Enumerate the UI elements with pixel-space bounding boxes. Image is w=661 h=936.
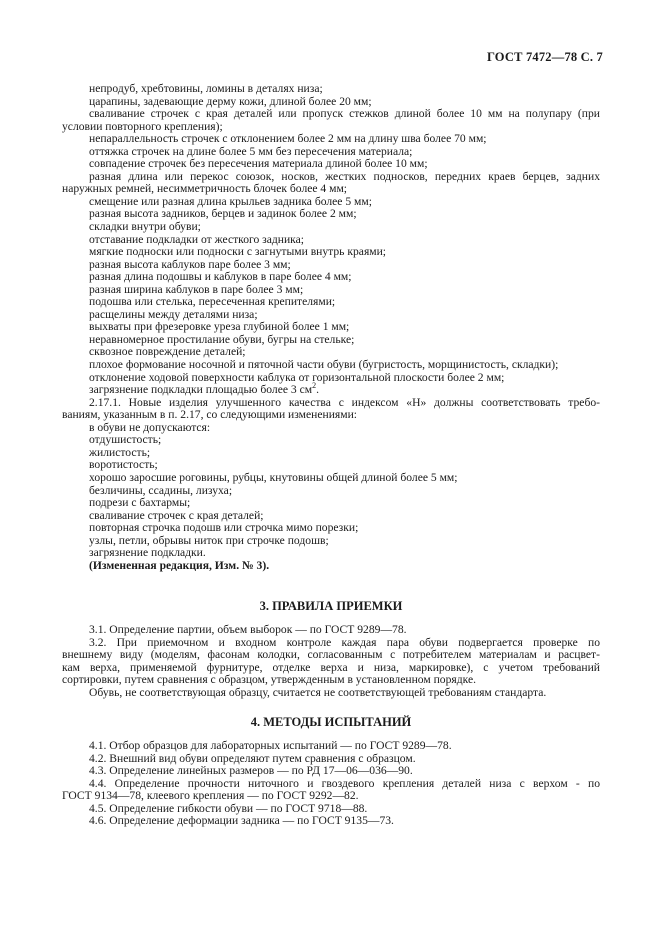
paragraph-3-1: 3.1. Определение партии, объем выборок — по ГОСТ 9289—78. <box>89 623 407 636</box>
list-item: сваливание строчек с края деталей или пропуск стежков длиной более 10 мм на полупару (при <box>89 107 600 121</box>
list-item: хорошо заросшие роговины, рубцы, кнутовины общей длиной более 5 мм; <box>89 470 458 484</box>
list-item: плохое формование носочной и пяточной части обуви (бугристость, морщинистость, складки); <box>89 358 559 372</box>
list-item: отклонение ходовой поверхности каблука от горизонтальной плоскости более 2 мм; <box>89 370 505 384</box>
list-item: непараллельность строчек с отклонением более 2 мм на длину шва более 70 мм; <box>89 132 487 146</box>
test-method-item: 4.1. Отбор образцов для лабораторных испытаний — по ГОСТ 9289—78. <box>89 739 452 752</box>
list-item: разная высота задников, берцев и задинок более 2 мм; <box>89 207 357 221</box>
list-item: отдушистость; <box>89 433 162 447</box>
list-item: непродуб, хребтовины, ломины в деталях низа; <box>89 82 323 95</box>
list-item: разная высота каблуков паре более 3 мм; <box>89 257 291 271</box>
list-item: разная длина подошвы и каблуков в паре более 4 мм; <box>89 270 352 284</box>
list-item: сваливание строчек с края деталей; <box>89 508 264 522</box>
paragraph-3-2-line: сортировки, путем сравнения с образцом, утвержденным в установленном порядке. <box>62 673 477 687</box>
list-item: царапины, задевающие дерму кожи, длиной более 20 мм; <box>89 94 372 108</box>
paragraph-3-3: Обувь, не соответствующая образцу, считается не соответствующей требованиям стандарта. <box>89 685 547 699</box>
page-header: ГОСТ 7472—78 С. 7 <box>486 50 603 64</box>
list-item: мягкие подноски или подноски с загнутыми внутрь краями; <box>89 245 387 259</box>
paragraph-3-2-line: 3.2. При приемочном и входном контроле каждая пара обуви подвергается проверке по <box>89 635 600 649</box>
section-4-heading: 4. МЕТОДЫ ИСПЫТАНИЙ <box>250 715 412 729</box>
list-item: сквозное повреждение деталей; <box>89 345 246 359</box>
paragraph-3-2-line: кам верха, применяемой фурнитуре, отделке верха и низа, маркировке), с учетом требований <box>62 660 600 674</box>
section-4-body <box>62 740 600 828</box>
list-item: разная ширина каблуков в паре более 3 мм; <box>89 282 304 296</box>
list-item: совпадение строчек без пересечения материала длиной более 10 мм; <box>89 157 428 171</box>
list-item: отставание подкладки от жесткого задника; <box>89 232 305 246</box>
defects-list <box>62 83 600 572</box>
test-method-item-4-4-line1: 4.4. Определение прочности ниточного и гвоздевого крепления деталей низа с верхом - по <box>89 776 600 790</box>
list-item: узлы, петли, обрывы ниток при строчке подошв; <box>89 533 329 547</box>
test-method-item: 4.5. Определение гибкости обуви — по ГОСТ 9718—88. <box>89 801 368 815</box>
test-method-item: 4.2. Внешний вид обуви определяют путем сравнения с образцом. <box>89 751 416 765</box>
lining-stain-end: . <box>316 383 319 397</box>
list-item-lining-stain <box>62 381 600 397</box>
list-item: жилистость; <box>89 445 151 459</box>
list-item: воротистость; <box>89 458 158 472</box>
test-method-item-4-4-line2: ГОСТ 9134—78, клеевого крепления — по ГОСТ 9292—82. <box>62 789 359 803</box>
not-allowed-intro: в обуви не допускаются: <box>89 420 211 434</box>
list-item: оттяжка строчек на длине более 5 мм без пересечения материала; <box>89 144 413 158</box>
superscript-2: 2 <box>312 381 317 391</box>
section-3-body <box>62 624 600 699</box>
paragraph-2-17-1-line1: 2.17.1. Новые изделия улучшенного качества с индексом «Н» должны соответствовать требо- <box>89 395 600 409</box>
list-item: подошва или стелька, пересеченная крепителями; <box>89 295 336 309</box>
lining-stain-text: загрязнение подкладки площадью более 3 см <box>89 383 313 397</box>
list-item: условии повторного крепления); <box>62 119 223 133</box>
list-item: разная длина или перекос союзок, носков, жестких подносков, передних краев берцев, задних <box>89 169 600 183</box>
list-item: складки внутри обуви; <box>89 220 201 234</box>
test-method-item: 4.3. Определение линейных размеров — по РД 17—06—036—90. <box>89 764 413 778</box>
list-item: наружных ремней, несимметричность блочек более 4 мм; <box>62 182 348 196</box>
list-item: смещение или разная длина крыльев задника более 5 мм; <box>89 194 372 208</box>
list-item: расщелины между деталями низа; <box>89 307 258 321</box>
list-item: выхваты при фрезеровке уреза глубиной более 1 мм; <box>89 320 350 334</box>
paragraph-3-2-line: внешнему виду (моделям, фасонам колодки, согласованным с потребителем материалам и расцвет- <box>62 648 600 662</box>
list-item: неравномерное простилание обуви, бугры на стельке; <box>89 332 355 346</box>
revision-note: (Измененная редакция, Изм. № 3). <box>89 558 270 572</box>
test-method-item: 4.6. Определение деформации задника — по ГОСТ 9135—73. <box>89 814 394 828</box>
list-item: подрези с бахтармы; <box>89 496 191 510</box>
list-item: повторная строчка подошв или строчка мимо порезки; <box>89 521 359 535</box>
paragraph-2-17-1-line2: ваниям, указанным в п. 2.17, со следующими изменениями: <box>62 408 358 422</box>
list-item: загрязнение подкладки. <box>89 546 206 560</box>
section-3-heading: 3. ПРАВИЛА ПРИЕМКИ <box>259 599 403 613</box>
list-item: безличины, ссадины, лизуха; <box>89 483 233 497</box>
